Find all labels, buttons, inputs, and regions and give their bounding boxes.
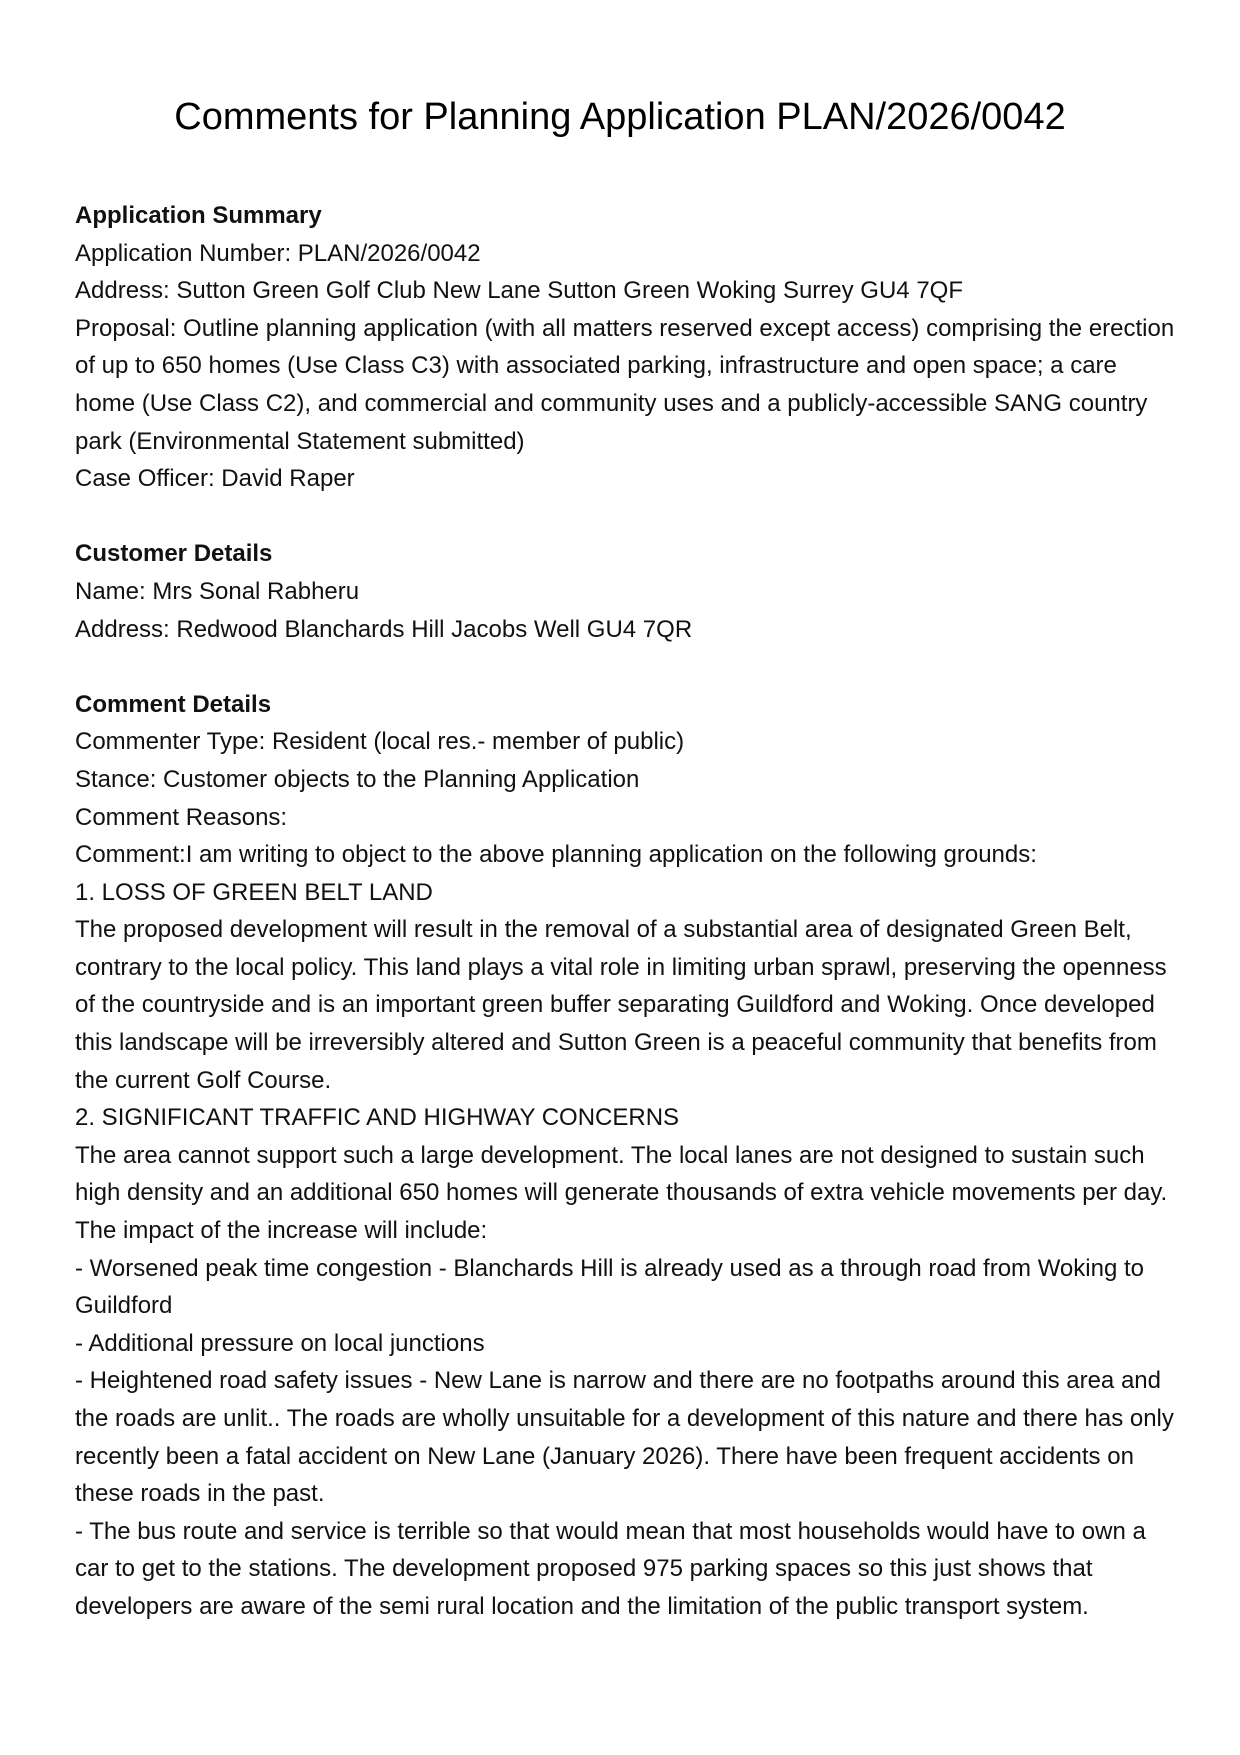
- point-1-body: The proposed development will result in the removal of a substantial area of designated Green Belt, contrary to the local policy. This land plays a vital role in limiting urban sprawl, preserving the openness of the countryside and is an important green buffer separating Guildford and Woking. Once developed this landscape will be irreversibly altered and Sutton Green is a peaceful community that benefits from the current Golf Course.: [75, 916, 1167, 1094]
- bullet-road-safety: - Heightened road safety issues - New Lane is narrow and there are no footpaths around this area and the roads are unlit.. The roads are wholly unsuitable for a development of this nature and there has only recently been a fatal accident on New Lane (January 2026). There have been frequent accidents on these roads in the past.: [75, 1367, 1174, 1508]
- point-1-heading: 1. LOSS OF GREEN BELT LAND: [75, 878, 433, 906]
- comment-intro: Comment:I am writing to object to the above planning application on the following grounds:: [75, 841, 1037, 869]
- page-title: Comments for Planning Application PLAN/2026/0042: [174, 96, 1066, 138]
- commenter-type: Commenter Type: Resident (local res.- member of public): [75, 728, 685, 756]
- point-2-body: The area cannot support such a large development. The local lanes are not designed to sustain such high density and an additional 650 homes will generate thousands of extra vehicle movements per day. The impact of the increase will include:: [75, 1141, 1168, 1245]
- customer-details-section: [75, 535, 1175, 648]
- application-number: Application Number: PLAN/2026/0042: [75, 239, 481, 267]
- stance: Stance: Customer objects to the Planning Application: [75, 765, 640, 793]
- customer-address: Address: Redwood Blanchards Hill Jacobs Well GU4 7QR: [75, 615, 693, 643]
- bullet-junctions: - Additional pressure on local junctions: [75, 1329, 485, 1357]
- application-summary-section: [75, 197, 1175, 498]
- comment-details-section: [75, 686, 1175, 1626]
- section-spacer: [75, 648, 1175, 686]
- comment-details-heading: Comment Details: [75, 690, 272, 718]
- customer-name: Name: Mrs Sonal Rabheru: [75, 577, 360, 605]
- section-spacer: [75, 498, 1175, 536]
- application-address: Address: Sutton Green Golf Club New Lane Sutton Green Woking Surrey GU4 7QF: [75, 277, 963, 305]
- application-summary-heading: Application Summary: [75, 202, 322, 229]
- point-2-heading: 2. SIGNIFICANT TRAFFIC AND HIGHWAY CONCERNS: [75, 1104, 680, 1132]
- case-officer: Case Officer: David Raper: [75, 465, 355, 493]
- customer-details-heading: Customer Details: [75, 540, 273, 568]
- bullet-bus-service: - The bus route and service is terrible so that would mean that most households would have to own a car to get to the stations. The development proposed 975 parking spaces so this just shows that developers are aware of the semi rural location and the limitation of the public transport system.: [75, 1517, 1146, 1620]
- document-body: [75, 197, 1175, 1626]
- application-proposal: Proposal: Outline planning application (with all matters reserved except access) comprising the erection of up to 650 homes (Use Class C3) with associated parking, infrastructure and open space; a care home (Use Class C2), and commercial and community uses and a publicly-accessible SANG country park (Environmental Statement submitted): [75, 314, 1175, 455]
- comment-reasons: Comment Reasons:: [75, 803, 288, 831]
- bullet-congestion: - Worsened peak time congestion - Blanchards Hill is already used as a through road from Woking to Guildford: [75, 1254, 1144, 1320]
